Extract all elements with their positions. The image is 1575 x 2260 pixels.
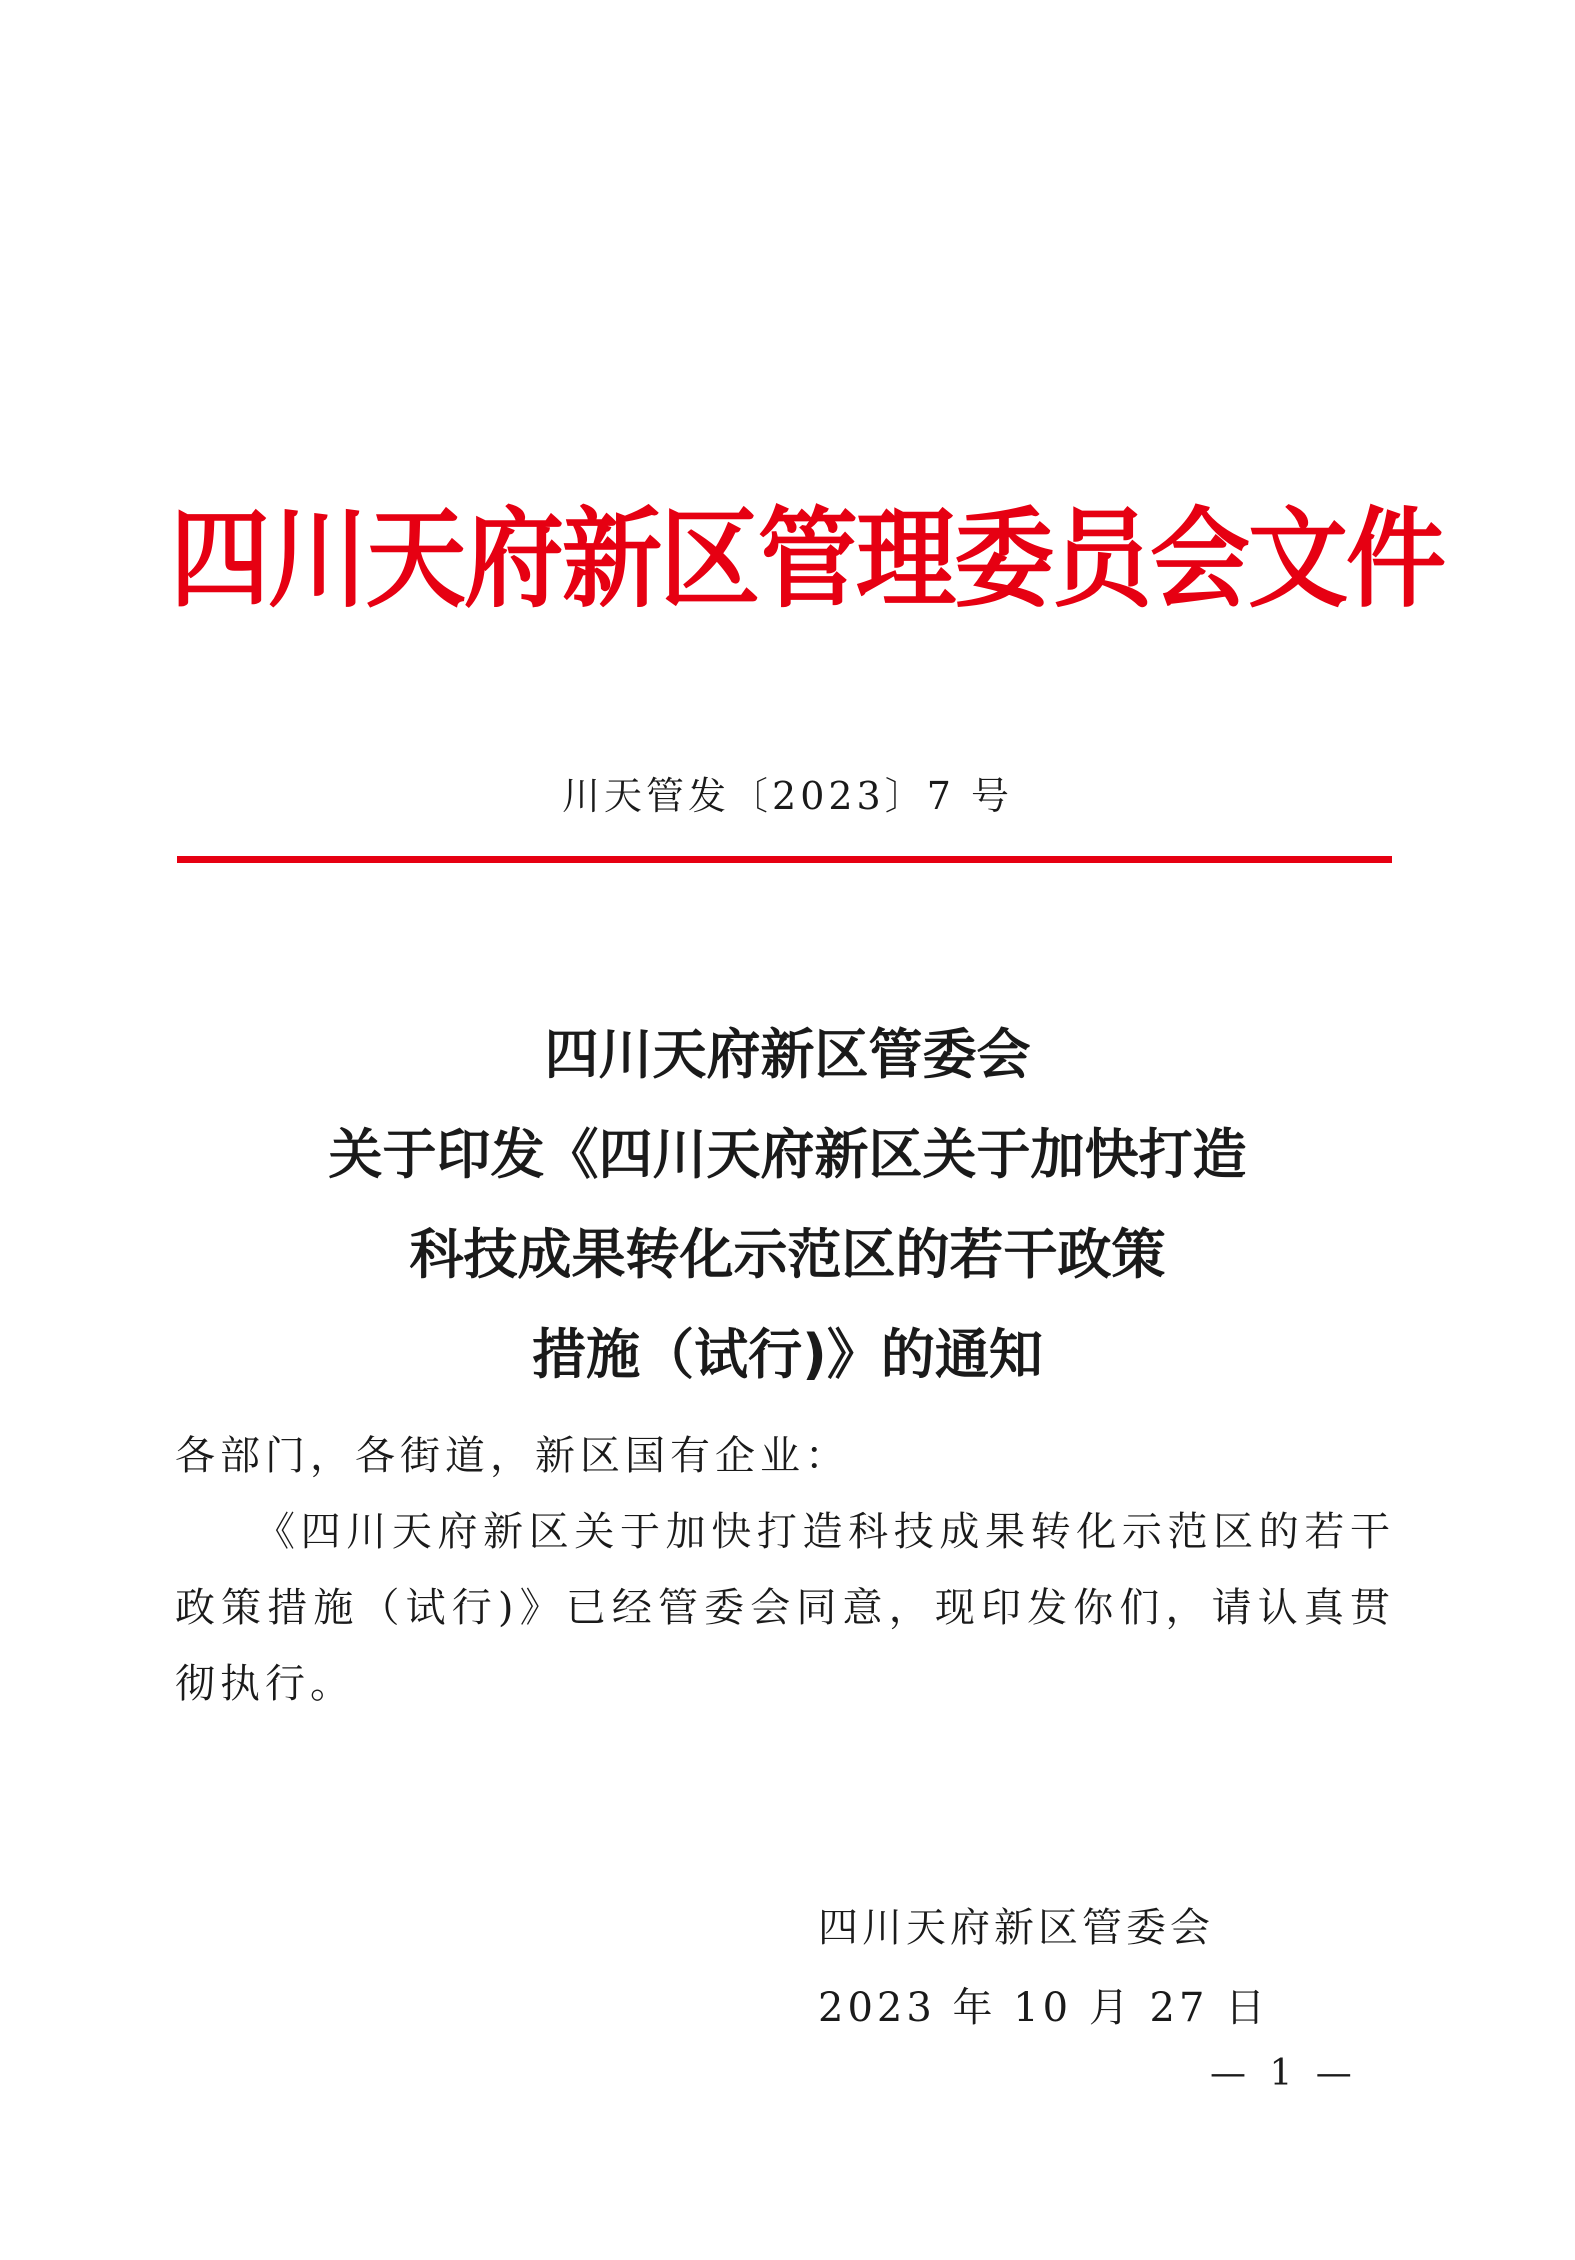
salutation: 各部门，各街道，新区国有企业： bbox=[175, 1433, 850, 1479]
notice-title-line: 四川天府新区管委会 bbox=[544, 1023, 1031, 1086]
page-number: — 1 — bbox=[1210, 2053, 1358, 2094]
signature-block bbox=[818, 1888, 1269, 2048]
notice-title bbox=[170, 1005, 1405, 1405]
notice-title-line: 措施（试行)》的通知 bbox=[532, 1323, 1043, 1386]
signature-date: 2023 年 10 月 27 日 bbox=[818, 1985, 1270, 2031]
notice-body bbox=[175, 1418, 1395, 1722]
notice-title-line: 关于印发《四川天府新区关于加快打造 bbox=[328, 1123, 1247, 1186]
red-separator-line bbox=[177, 856, 1392, 863]
body-paragraph: 《四川天府新区关于加快打造科技成果转化示范区的若干政策措施（试行)》已经管委会同意，现印发你们，请认真贯彻执行。 bbox=[175, 1509, 1395, 1707]
signature-organization: 四川天府新区管委会 bbox=[818, 1905, 1214, 1951]
notice-title-line: 科技成果转化示范区的若干政策 bbox=[409, 1223, 1166, 1286]
document-number: 川天管发〔2023〕7 号 bbox=[562, 774, 1013, 818]
issuer-title: 四川天府新区管理委员会文件 bbox=[170, 496, 1444, 623]
